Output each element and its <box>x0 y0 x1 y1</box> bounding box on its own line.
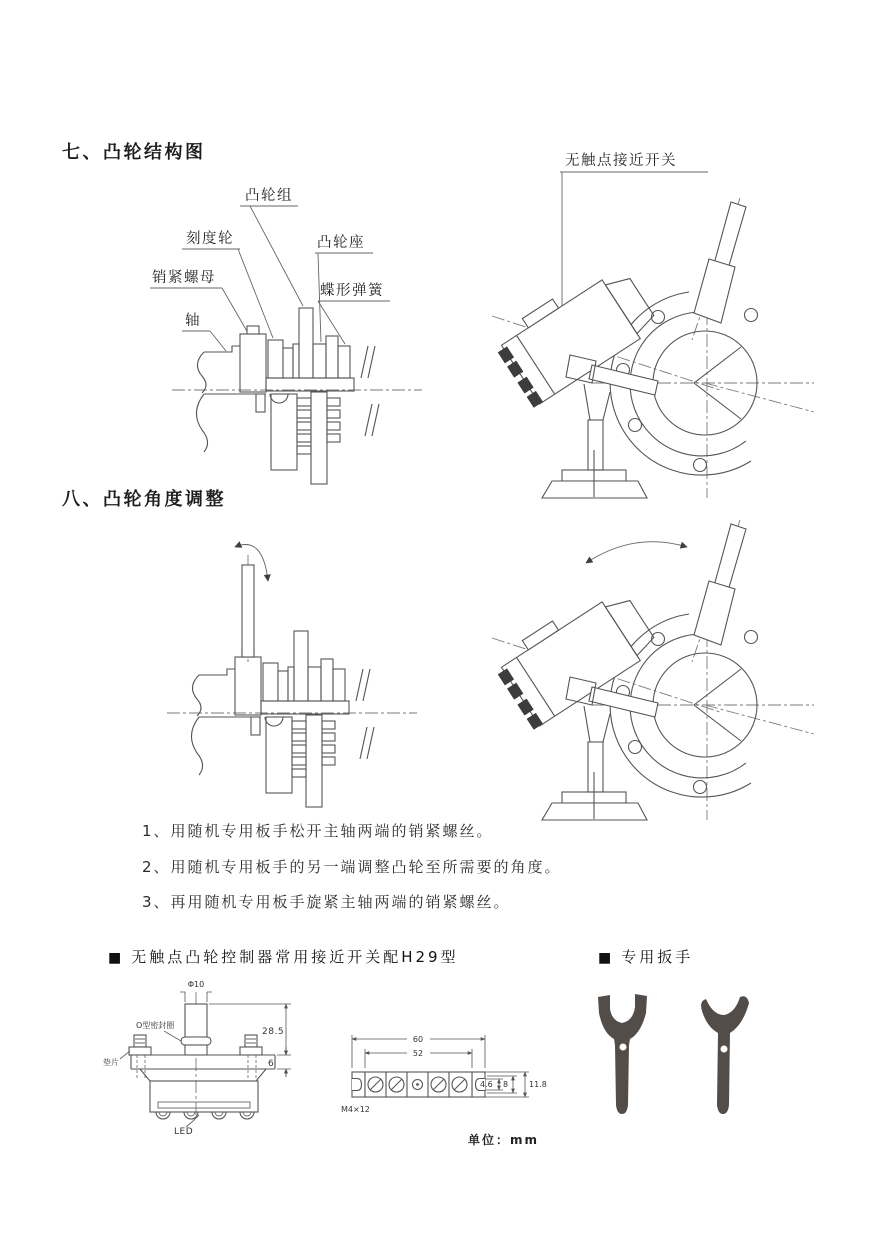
special-wrenches-figure <box>575 985 785 1135</box>
square-bullet-icon: ■ <box>598 950 612 966</box>
switch-assembly-drawing <box>490 198 814 498</box>
fork-wrench <box>598 994 647 1114</box>
gasket-washer <box>129 1047 151 1055</box>
switch-body <box>150 1081 258 1112</box>
scale-wheel-label: 刻度轮 <box>186 231 234 247</box>
adjustment-wrench-rod <box>242 565 254 657</box>
dim-60: 60 <box>412 1035 424 1044</box>
wrench-heading-text: 专用扳手 <box>621 948 694 966</box>
section7-title: 七、凸轮结构图 <box>62 142 206 163</box>
section8-title: 八、凸轮角度调整 <box>62 489 226 510</box>
cam-cross-section-drawing <box>167 631 417 807</box>
height-dim: 28.5 <box>262 1027 285 1037</box>
curved-fork-wrench <box>701 996 749 1114</box>
shaft-label: 轴 <box>185 313 201 329</box>
plate-dim: 6 <box>268 1059 275 1069</box>
led-label: LED <box>174 1127 194 1137</box>
h29-terminal-drawing <box>335 1025 555 1155</box>
cam-adjustment-diagram <box>155 535 475 825</box>
step-2: 2、用随机专用板手的另一端调整凸轮至所需要的角度。 <box>142 858 562 876</box>
butterfly-spring-label: 蝶形弹簧 <box>320 283 384 299</box>
proximity-switch-diagram <box>480 140 840 500</box>
switch-adjustment-diagram <box>480 505 840 850</box>
cam-group-label: 凸轮组 <box>245 188 293 204</box>
step-1: 1、用随机专用板手松开主轴两端的销紧螺丝。 <box>142 822 494 840</box>
o-ring <box>181 1037 211 1045</box>
screw-spec-label: M4×12 <box>341 1105 370 1114</box>
gasket-label: 垫片 <box>103 1058 119 1067</box>
square-bullet-icon: ■ <box>108 950 122 966</box>
switch-assembly-drawing <box>490 520 814 820</box>
h29-heading <box>108 946 459 967</box>
phi10-dim: Φ10 <box>187 980 205 989</box>
oring-label: O型密封圈 <box>136 1021 175 1030</box>
dim-52: 52 <box>412 1049 424 1058</box>
switch-shaft <box>185 1004 207 1037</box>
swing-arrow <box>586 542 687 563</box>
dim-46: 4.6 <box>480 1080 493 1089</box>
h29-switch-drawing <box>100 978 350 1148</box>
cam-seat-label: 凸轮座 <box>317 235 365 251</box>
lock-nut-label: 销紧螺母 <box>152 270 216 286</box>
wrench-heading <box>598 946 693 967</box>
step-3: 3、再用随机专用板手旋紧主轴两端的销紧螺丝。 <box>142 893 511 911</box>
cam-structure-diagram <box>140 170 460 500</box>
wrench-hole <box>620 1044 627 1051</box>
wrench-hole <box>721 1046 728 1053</box>
h29-heading-text: 无触点凸轮控制器常用接近开关配H29型 <box>131 948 459 966</box>
unit-note: 单位：mm <box>468 1133 540 1147</box>
proximity-switch-label: 无触点接近开关 <box>565 153 677 169</box>
dim-8: 8 <box>503 1080 509 1089</box>
dim-118: 11.8 <box>529 1080 547 1089</box>
cam-cross-section-drawing <box>172 308 422 484</box>
